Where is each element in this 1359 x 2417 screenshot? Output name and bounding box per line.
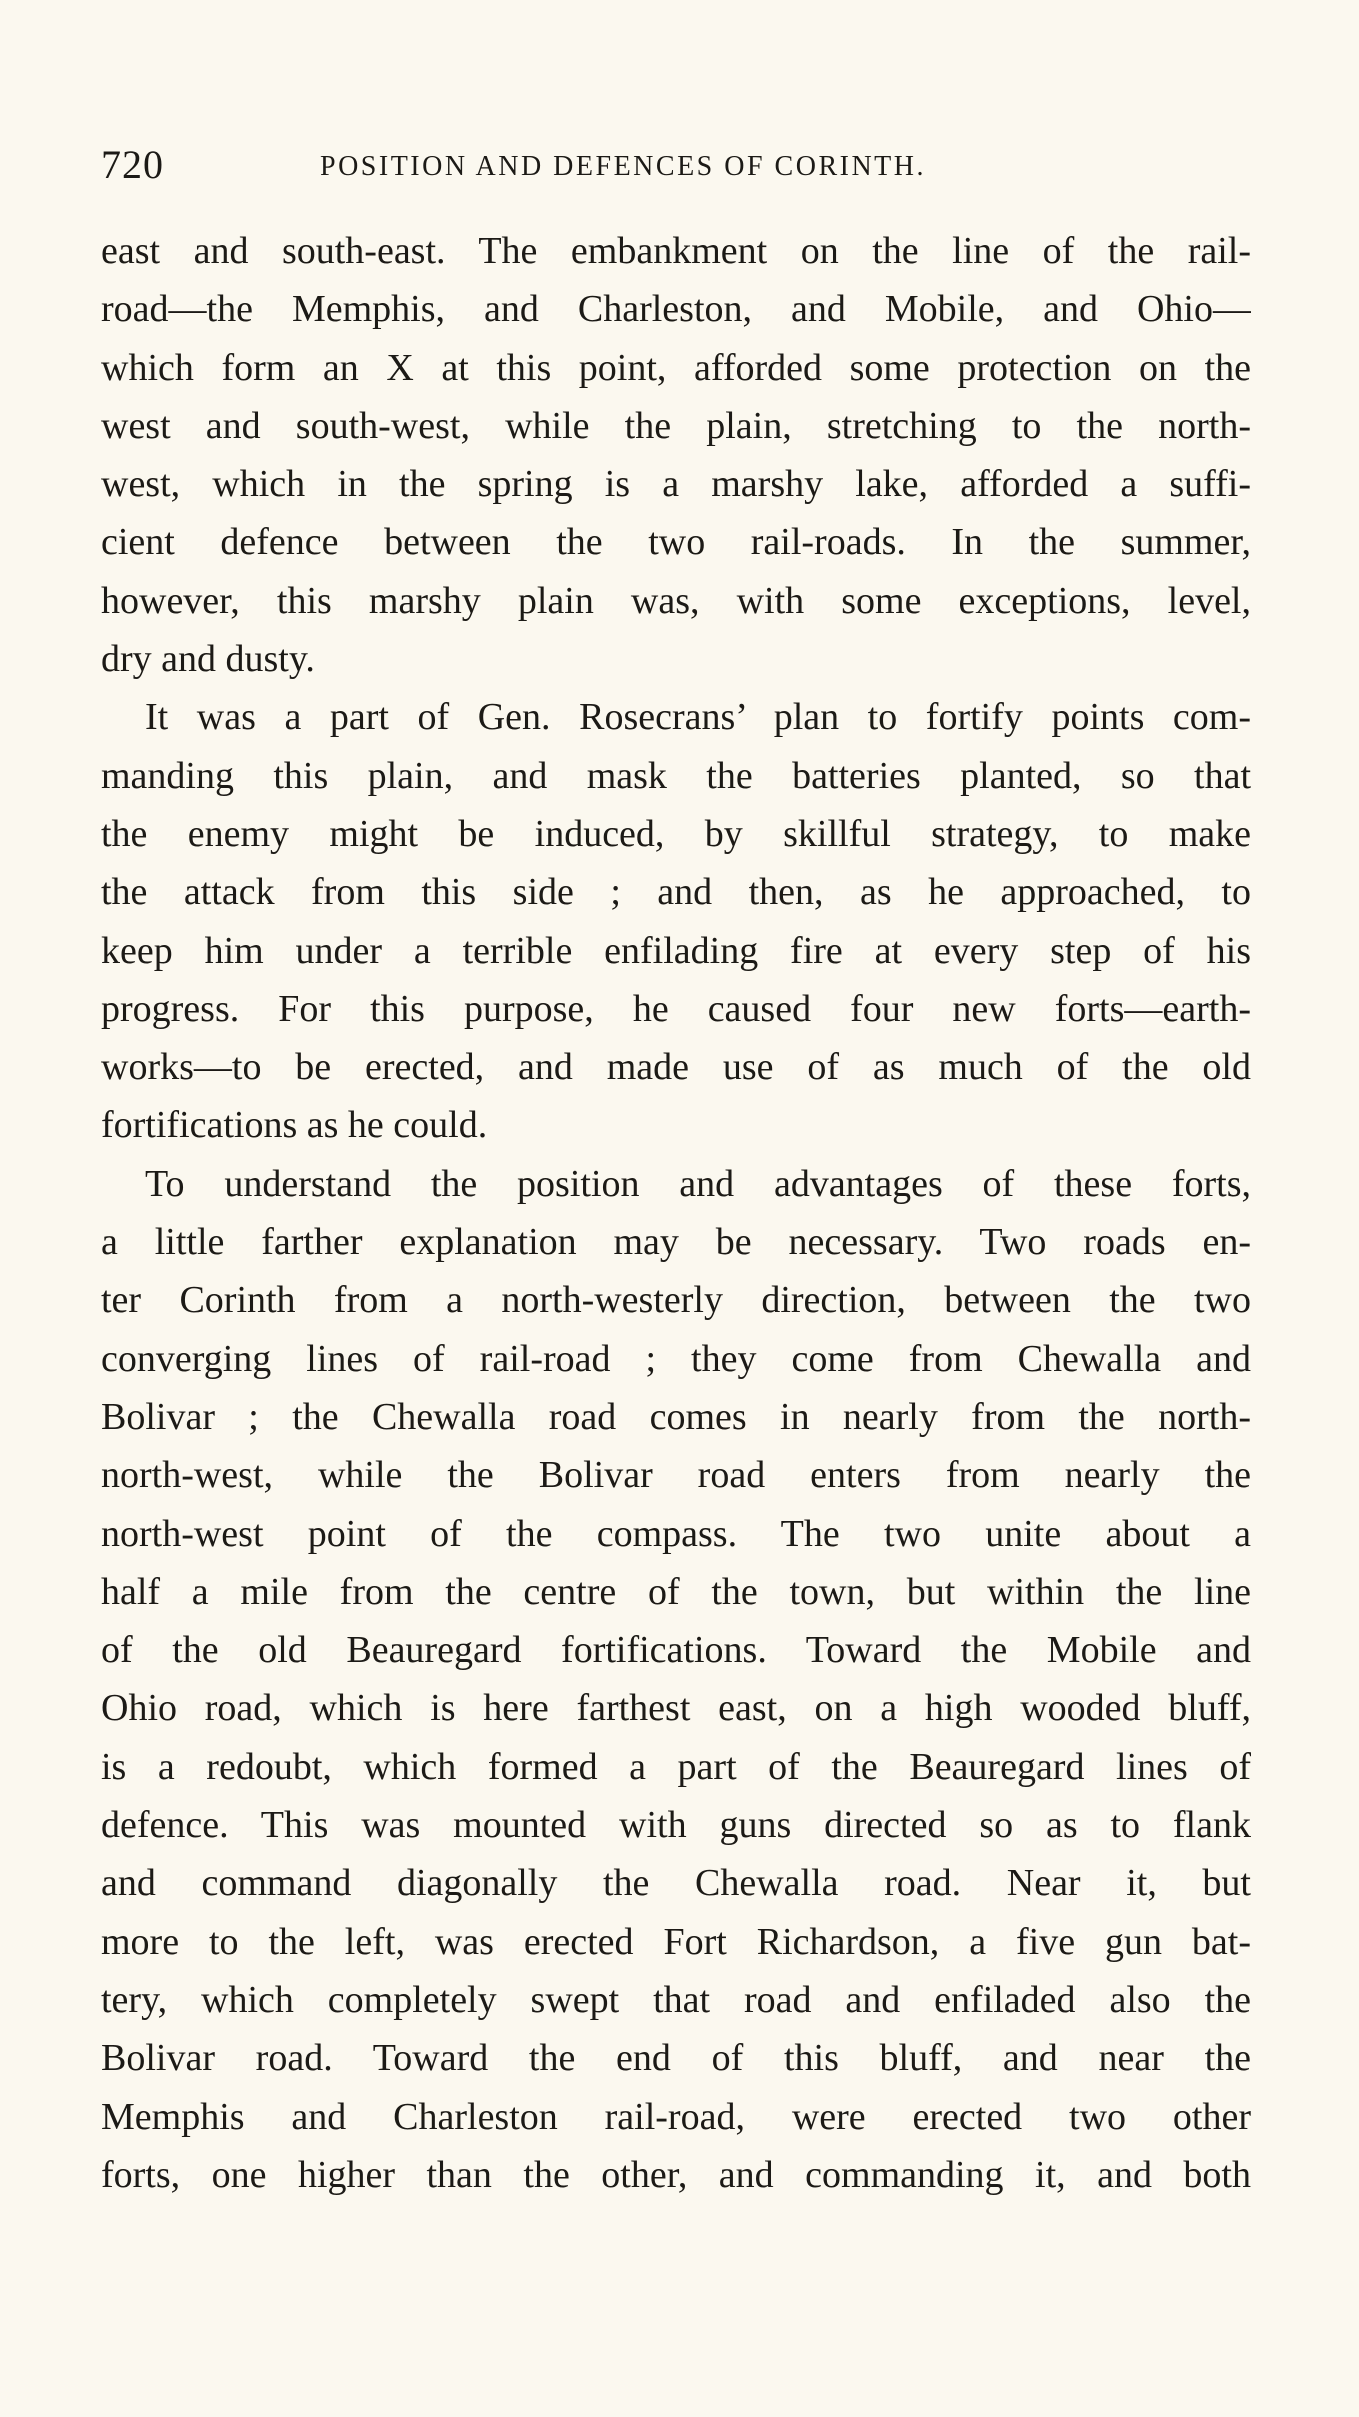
paragraph-first-line: To understand the position and advantages of these forts,: [145, 1162, 1251, 1205]
text-line: Bolivar road. Toward the end of this bluff, and near the: [101, 2037, 1251, 2080]
text-line: north-west, while the Bolivar road enters from nearly the: [101, 1454, 1251, 1497]
text-line: Ohio road, which is here farthest east, on a high wooded bluff,: [101, 1687, 1251, 1730]
text-line: west and south-west, while the plain, stretching to the north-: [101, 404, 1251, 447]
text-line: road—the Memphis, and Charleston, and Mobile, and Ohio—: [101, 288, 1251, 331]
text-line: east and south-east. The embankment on the line of the rail-: [101, 230, 1251, 272]
text-line: Bolivar ; the Chewalla road comes in nearly from the north-: [101, 1395, 1251, 1438]
text-line: forts, one higher than the other, and commanding it, and both: [101, 2153, 1251, 2196]
text-line: however, this marshy plain was, with some exceptions, level,: [101, 579, 1251, 622]
text-line: north-west point of the compass. The two unite about a: [101, 1512, 1251, 1555]
text-line: converging lines of rail-road ; they come from Chewalla and: [101, 1337, 1251, 1380]
text-line: tery, which completely swept that road and enfiladed also the: [101, 1978, 1251, 2021]
page-number: 720: [101, 142, 164, 187]
text-line: Memphis and Charleston rail-road, were erected two other: [101, 2095, 1251, 2138]
text-line: which form an X at this point, afforded some protection on the: [101, 346, 1251, 389]
body-text: [101, 222, 1251, 2204]
text-line: of the old Beauregard fortifications. Toward the Mobile and: [101, 1629, 1251, 1672]
text-line: half a mile from the centre of the town, but within the line: [101, 1570, 1251, 1613]
text-line: ter Corinth from a north-westerly direction, between the two: [101, 1279, 1251, 1322]
text-line: manding this plain, and mask the batteries planted, so that: [101, 754, 1251, 797]
text-line: works—to be erected, and made use of as much of the old: [101, 1046, 1251, 1089]
text-line: keep him under a terrible enfilading fire at every step of his: [101, 929, 1251, 972]
text-line: progress. For this purpose, he caused four new forts—earth-: [101, 987, 1251, 1030]
text-line: a little farther explanation may be necessary. Two roads en-: [101, 1221, 1251, 1264]
paragraph-end-line: fortifications as he could.: [101, 1104, 488, 1147]
running-head: [101, 138, 1251, 192]
text-line: the enemy might be induced, by skillful strategy, to make: [101, 812, 1251, 855]
text-line: west, which in the spring is a marshy lake, afforded a suffi-: [101, 463, 1251, 506]
paragraph-first-line: It was a part of Gen. Rosecrans’ plan to fortify points com-: [145, 696, 1251, 739]
text-line: defence. This was mounted with guns directed so as to flank: [101, 1804, 1251, 1847]
text-line: is a redoubt, which formed a part of the Beauregard lines of: [101, 1745, 1251, 1788]
text-line: and command diagonally the Chewalla road. Near it, but: [101, 1862, 1251, 1905]
text-line: more to the left, was erected Fort Richardson, a five gun bat-: [101, 1920, 1251, 1963]
paragraph-end-line: dry and dusty.: [101, 638, 315, 681]
text-line: cient defence between the two rail-roads. In the summer,: [101, 521, 1251, 564]
text-line: the attack from this side ; and then, as he approached, to: [101, 871, 1251, 914]
running-title: POSITION AND DEFENCES OF CORINTH.: [320, 151, 926, 182]
